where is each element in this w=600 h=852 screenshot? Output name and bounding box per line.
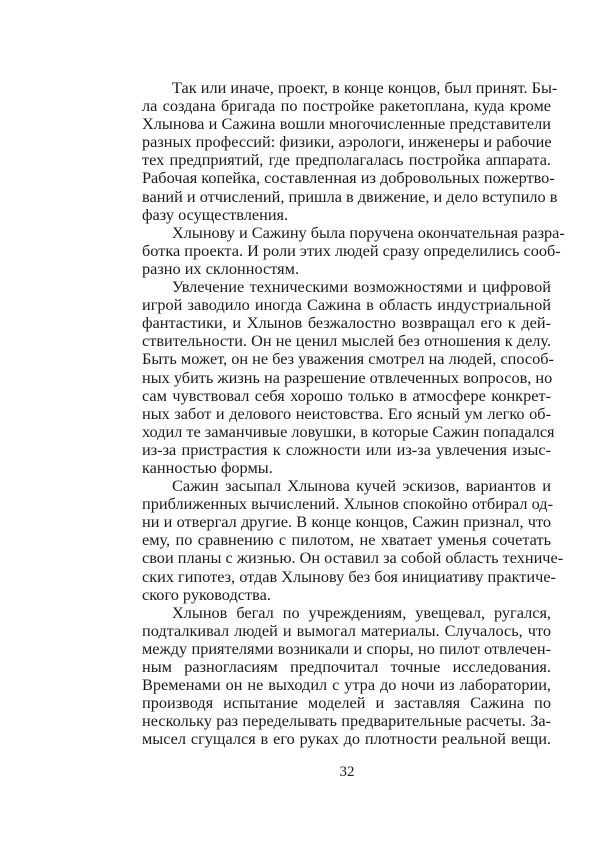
text-line: Увлечение техническими возможностями и цифровой bbox=[172, 277, 551, 297]
text-line: приближенных вычислений. Хлынов спокойно отбирал од- bbox=[142, 494, 553, 514]
text-line: ского руководства. bbox=[142, 584, 271, 604]
paragraph bbox=[142, 476, 564, 604]
text-line: сам чувствовал себя хорошо только в атмосфере конкрет- bbox=[142, 385, 551, 405]
text-line: ни и отвергал другие. В конце концов, Сажин признал, что bbox=[142, 512, 551, 532]
text-line: Хлынова и Сажина вошли многочисленные представители bbox=[142, 114, 551, 134]
text-line: ваний и отчислений, пришла в движение, и дело вступило в bbox=[142, 186, 558, 206]
text-line: тех предприятий, где предполагалась постройка аппарата. bbox=[142, 150, 551, 170]
text-line: Быть может, он не без уважения смотрел на людей, способ- bbox=[142, 349, 554, 369]
text-line: свои планы с жизнью. Он оставил за собой область техниче- bbox=[142, 548, 564, 568]
paragraph bbox=[142, 78, 558, 224]
text-line: ских гипотез, отдав Хлынову без боя инициативу практиче- bbox=[142, 566, 556, 586]
text-line: ных забот и делового неистовства. Его ясный ум легко об- bbox=[142, 403, 551, 423]
text-line: фазу осуществления. bbox=[142, 204, 289, 224]
text-line: между приятелями возникали и споры, но пилот отвлечен- bbox=[142, 638, 551, 658]
text-line: ным разногласиям предпочитал точные исследования. bbox=[142, 657, 551, 676]
body-text bbox=[142, 78, 565, 749]
paragraph bbox=[142, 277, 555, 477]
text-line: ботка проекта. И роли этих людей сразу определились сооб- bbox=[142, 240, 561, 260]
page-number: 32 bbox=[339, 764, 355, 780]
text-line: разно их склонностям. bbox=[142, 258, 300, 278]
text-line: разных профессий: физики, аэрологи, инженеры и рабочие bbox=[142, 132, 552, 152]
text-line: канностью формы. bbox=[142, 457, 273, 477]
text-line: Хлынову и Сажину была поручена окончательная разра- bbox=[172, 222, 565, 242]
text-line: из-за пристрастия к сложности или из-за увлечения изыс- bbox=[142, 439, 551, 459]
text-line: Хлынов бегал по учреждениям, увещевал, ругался, bbox=[172, 602, 551, 622]
text-line: Временами он не выходил с утра до ночи из лаборатории, bbox=[142, 675, 551, 695]
text-line: производя испытание моделей и заставляя Сажина по bbox=[142, 693, 551, 713]
text-line: подталкивал людей и вымогал материалы. Случалось, что bbox=[142, 620, 551, 640]
text-line: ных убить жизнь на разрешение отвлеченных вопросов, но bbox=[142, 367, 553, 387]
text-line: Рабочая копейка, составленная из добровольных пожертво- bbox=[142, 168, 555, 188]
text-line: нескольку раз переделывать предварительные расчеты. За- bbox=[142, 711, 551, 731]
paragraph bbox=[142, 222, 565, 278]
text-line: мысел сгущался в его руках до плотности реальной вещи. bbox=[142, 729, 551, 749]
paragraph bbox=[142, 604, 551, 749]
text-line: ходил те заманчивые ловушки, в которые Сажин попадался bbox=[142, 421, 555, 441]
text-line: ла создана бригада по постройке ракетоплана, куда кроме bbox=[142, 96, 551, 116]
text-line: игрой заводило иногда Сажина в область индустриальной bbox=[142, 295, 551, 315]
text-line: ему, по сравнению с пилотом, не хватает уменья сочетать bbox=[142, 530, 551, 550]
text-line: Сажин засыпал Хлынова кучей эскизов, вариантов и bbox=[172, 476, 551, 496]
text-line: ствительности. Он не ценил мыслей без отношения к делу. bbox=[142, 331, 551, 351]
text-line: фантастики, и Хлынов безжалостно возвращал его к дей- bbox=[142, 313, 551, 333]
text-line: Так или иначе, проект, в конце концов, был принят. Бы- bbox=[172, 78, 558, 97]
